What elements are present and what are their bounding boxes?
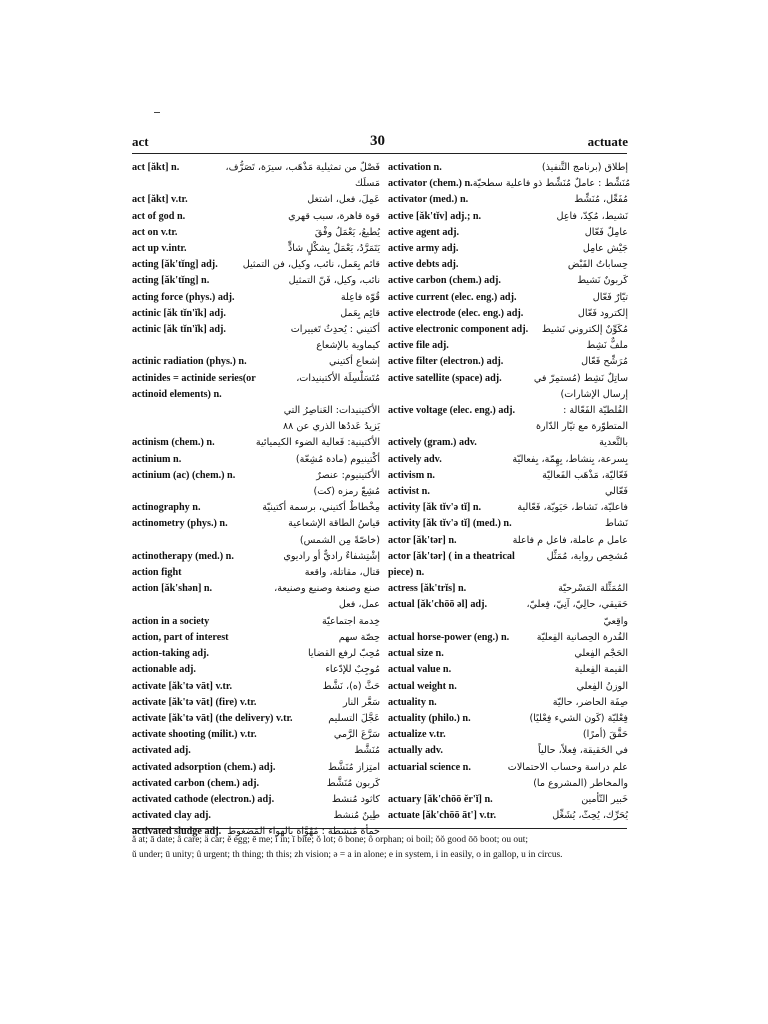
headword: acting force (phys.) adj. [132,291,235,303]
headword: actuary [ăk'chōō ĕr'ĭ] n. [388,793,493,805]
dictionary-entry [388,533,628,549]
headword: actionable adj. [132,664,196,676]
dictionary-entry [132,273,380,289]
footer-rule [132,828,627,829]
dictionary-entry [132,646,380,662]
arabic-definition: حَثَّ (ه)، نَشَّط [322,680,380,692]
headword: actinography n. [132,502,201,514]
dictionary-entry [388,743,628,759]
arabic-definition: صنع وصنعة وصنيع وصنيعة، [274,583,380,595]
headword: activist n. [388,486,430,498]
dictionary-entry [132,192,380,208]
arabic-definition: يُحَرِّك، يُحِثّ، يُشَغِّل [552,810,628,822]
arabic-definition: مُفَعِّل، مُنَشِّط [574,194,628,206]
arabic-definition: نَشاط [604,518,628,530]
dictionary-entry [132,727,380,743]
headword: actual horse-power (eng.) n. [388,631,510,643]
left-column [132,160,380,841]
arabic-definition: إشعاع أكتيني [329,356,380,368]
headword: actuality (philo.) n. [388,712,471,724]
dictionary-entry [132,711,380,727]
headword: act [ăkt] n. [132,162,180,173]
headword: active file adj. [388,340,449,352]
arabic-definition: طِينٌ مُنشط [333,810,380,822]
headword: actual size n. [388,648,444,660]
arabic-definition: أكتيني : يُحدِثُ تَغييرات [290,324,380,336]
headword: action, part of interest [132,631,229,643]
arabic-definition: مُحِبّ لرفع القضايا [307,648,380,660]
arabic-definition: مُشخِص رواية، مُمَثِّل [546,550,628,562]
dictionary-entry [388,452,628,468]
arabic-definition: قوة قاهرة، سبب قهري [288,210,380,222]
headword: activated sludge adj. [132,826,222,838]
dictionary-entry [388,209,628,225]
arabic-definition: كَربون مُنَشَّط [326,777,380,789]
headword: active current (elec. eng.) adj. [388,291,517,303]
dictionary-entry [132,662,380,678]
dictionary-entry [388,354,628,370]
arabic-definition: مُوجِبٌ للإدّعاء [325,664,380,676]
definition-continuation: يَزيدُ عَددُها الذري عن ٨٨ [283,421,380,433]
arabic-definition: قُوّة فاعِلة [340,291,380,303]
headword: activate [ăk'tə vāt] v.tr. [132,680,233,692]
arabic-definition: خِدمة اجتماعيّة [321,615,380,627]
headword: active voltage (elec. eng.) adj. [388,405,516,417]
dictionary-entry [388,808,628,824]
headword: activate [ăk'tə vāt] (fire) v.tr. [132,696,257,708]
dictionary-entry [388,500,628,516]
arabic-definition: بِسرعة، بِنشاط، بِهِمّة، بِفعاليّة [512,453,628,465]
dictionary-entry [388,322,628,338]
dictionary-entry [388,549,628,581]
dictionary-entry [132,630,380,646]
dictionary-entry [132,322,380,354]
right-column [388,160,631,824]
dictionary-entry [388,371,628,403]
headword: active electrode (elec. eng.) adj. [388,307,524,319]
pronunciation-key-line: ă at; ā date; â care; ä car; ĕ egg; ē me; ĭ in; ī bite; ŏ lot; ō bone; ô orphan; oi boil; ŏŏ good ōō boot; ou out; [132,835,528,845]
headword: act on v.tr. [132,226,178,238]
arabic-definition: فاعليّة، نَشاط، حَيَويّة، فَعّالية [517,502,628,514]
arabic-definition: كَربونٌ نَشيط [577,275,628,287]
headword: activator (chem.) n. [388,178,473,190]
dictionary-entry [388,468,628,484]
arabic-definition: المُمَثِّلة المَسْرحيّة [558,583,628,595]
page-number: 30 [370,133,385,149]
dictionary-entry [132,549,380,565]
arabic-definition: مُكَوِّنٌ إلكتروني نَشيط [541,324,628,336]
arabic-definition: يُطيعُ، يَعْمَلُ وفْقَ [314,226,380,238]
arabic-definition: حِساباتُ القَبْض [567,259,628,271]
headword: actinic [ăk tĭn'ĭk] adj. [132,307,226,319]
arabic-definition: حَمأة مُنشطة : مُهْوَّاة بالهواء المَضغوط [227,826,380,838]
headword: actively adv. [388,453,442,465]
arabic-definition: بالتَّعدية [599,437,628,449]
pronunciation-key [132,833,628,863]
dictionary-entry [132,354,380,370]
headword: activated adsorption (chem.) adj. [132,761,276,773]
arabic-definition: علم دراسة وحساب الاحتمالات [507,761,628,773]
dictionary-entry [388,679,628,695]
headword: activate shooting (milit.) v.tr. [132,729,257,741]
arabic-definition: سَرَّعَ الرَّمي [333,729,380,741]
dictionary-entry [132,808,380,824]
dictionary-entry [132,743,380,759]
dictionary-entry [388,403,628,435]
headword: actress [ăk'trĭs] n. [388,583,467,595]
definition-continuation: إرسال الإشارات) [560,388,628,400]
arabic-definition: امتِزاز مُنَشَّط [327,761,380,773]
headword: activated carbon (chem.) adj. [132,777,260,789]
arabic-definition: قائِم بِعَمل [340,307,380,319]
headword: actinides = actinide series(or [132,372,256,384]
headword: activated adj. [132,745,191,757]
dictionary-entry [132,209,380,225]
dictionary-entry [132,468,380,500]
arabic-definition: ملفٌّ نَشِط [586,340,628,352]
dictionary-entry [388,597,628,629]
headword: active carbon (chem.) adj. [388,275,501,287]
definition-continuation: والمخاطر (المشروع ما) [533,777,628,789]
dictionary-entry [388,160,628,176]
dictionary-entry [388,516,628,532]
definition-continuation: عمل، فعل [338,599,380,611]
dictionary-entry [388,695,628,711]
headword: active army adj. [388,243,459,255]
arabic-definition: ساتِلٌ نَشِط (مُستمِرّ في [533,372,628,384]
headword: activation n. [388,162,442,173]
dictionary-entry [132,581,380,613]
headword: actively (gram.) adv. [388,437,477,449]
headword: act of god n. [132,210,186,222]
headword: actuality n. [388,696,437,708]
arabic-definition: إشْتِشفاءٌ راديٌّ أو راديوي [283,550,380,562]
definition-continuation: الأكتينيدات: العَناصِرُ التي [283,405,380,417]
arabic-definition: فَصْلٌ من تمثيلية مَذْهَب، سيرَة، تَصَرُّف، [225,162,380,173]
pronunciation-key-line: ŭ under; ū unity; û urgent; th thing; th this; zh vision; ə = a in alone; e in system, i in easily, o in gallop, u in circus. [132,850,563,860]
arabic-definition: يَتَمَرَّدُ، يَعْمَلُ بِشكْلٍ شاذٍّ [287,243,380,255]
headword: action-taking adj. [132,648,209,660]
headword: active debts adj. [388,259,459,271]
headword: action fight [132,567,182,579]
headword-continuation: actinoid elements) n. [132,388,222,400]
arabic-definition: في الحَقيقة، فِعلاً، حالياً [538,745,628,757]
headword: actinic [ăk tĭn'ĭk] adj. [132,324,226,336]
headword: actinium n. [132,453,182,465]
dictionary-entry [132,225,380,241]
scan-mark [154,112,160,113]
arabic-definition: الأكتينية: فَعالية الضوء الكيميائية [255,437,380,449]
dictionary-entry [388,646,628,662]
arabic-definition: مُرَشِّح فَعّال [581,356,628,368]
arabic-definition: فِعْليّة (كَون الشيء فِعْليًا) [529,712,628,724]
arabic-definition: مُنَشِّط : عاملٌ مُنَشِّط ذو فاعلية سطحيّة [472,178,631,190]
dictionary-entry [132,452,380,468]
headword: actinotherapy (med.) n. [132,550,234,562]
arabic-definition: مُنَشَّط [354,745,380,757]
headword: actinism (chem.) n. [132,437,215,449]
definition-continuation: مُشِعّ رمزه (كت) [313,486,380,498]
headword: actuarial science n. [388,761,471,773]
arabic-definition: كاثود مُنشط [331,793,380,805]
definition-continuation: واقِعيّ [603,615,628,627]
headword: actinium (ac) (chem.) n. [132,469,236,481]
arabic-definition: إلكترود فَعّال [577,307,628,319]
headword: activity [ăk tĭv'ə tĭ] n. [388,502,482,514]
headword: actinometry (phys.) n. [132,518,228,530]
arabic-definition: الأكتينيوم: عنصرٌ [316,469,380,481]
definition-continuation: (خاصّةً مِن الشمس) [299,534,380,546]
dictionary-entry [132,695,380,711]
header-rule [132,153,627,154]
dictionary-entry [388,435,628,451]
arabic-definition: القُدرة الحِصانية الفِعليّة [536,631,628,643]
arabic-definition: عَمِلَ، فعل، اشتغل [307,194,380,206]
dictionary-entry [388,792,628,808]
headword: actual weight n. [388,680,457,692]
dictionary-entry [132,306,380,322]
arabic-definition: خَبير التّأمين [581,793,628,805]
headword: actually adv. [388,745,443,757]
headword: activate [ăk'tə vāt] (the delivery) v.tr. [132,712,293,724]
dictionary-entry [388,662,628,678]
arabic-definition: عامِلٌ فَعّال [584,226,628,238]
headword: activity [ăk tĭv'ə tĭ] (med.) n. [388,518,512,530]
arabic-definition: صِفَة الحاضر، حاليّة [552,696,628,708]
dictionary-entry [132,500,380,516]
dictionary-entry [388,225,628,241]
headword: actor [ăk'tər] n. [388,534,457,546]
headword: action in a society [132,615,210,627]
dictionary-entry [132,679,380,695]
dictionary-entry [132,257,380,273]
dictionary-entry [132,516,380,548]
arabic-definition: فَعّاليّة، مَذْهَب الفَعاليّة [542,469,628,481]
dictionary-entry [132,371,380,436]
headword: active filter (electron.) adj. [388,356,504,368]
arabic-definition: حِصّة سهم [338,631,380,643]
arabic-definition: الفُلطيّة الفَعّالة : [563,405,628,417]
arabic-definition: عَجَّلَ التسليم [328,712,380,724]
arabic-definition: القيمة الفِعلية [574,664,628,676]
headword: actual value n. [388,664,452,676]
arabic-definition: الوزنُ الفِعلي [576,680,628,692]
dictionary-entry [132,565,380,581]
headword: active [ăk'tĭv] adj.; n. [388,210,482,222]
definition-continuation: مَسلَك [355,178,380,190]
dictionary-entry [388,176,631,192]
arabic-definition: فَعّالي [604,486,628,498]
arabic-definition: حَقيقي، حالِيّ، آنِيّ، فِعليّ، [526,599,628,611]
arabic-definition: عامل م عاملة، فاعل م فاعلة [512,534,628,546]
dictionary-entry [132,435,380,451]
dictionary-entry [388,484,628,500]
headword-continuation: piece) n. [388,567,425,579]
dictionary-entry [132,290,380,306]
dictionary-entry [388,257,628,273]
dictionary-entry [388,760,628,792]
definition-continuation: المتطوّرة مع تيّار الدّارة [536,421,628,433]
definition-continuation: كيماوية بالإشعاع [316,340,380,352]
headword: actual [ăk'chōō əl] adj. [388,599,488,611]
arabic-definition: مُتَسَلْسِلَة الأكتينيدات، [296,372,380,384]
arabic-definition: الحَجْم الفِعلي [574,648,628,660]
arabic-definition: نائب، وكيل، فَنّ التمثيل [288,275,380,287]
headword: acting [ăk'tĭng] n. [132,275,210,287]
dictionary-entry [132,776,380,792]
dictionary-entry [388,338,628,354]
headword: activated cathode (electron.) adj. [132,793,275,805]
dictionary-entry [388,306,628,322]
guide-word-right: actuate [587,134,628,149]
guide-word-left: act [132,134,149,149]
dictionary-entry [388,273,628,289]
dictionary-entry [388,241,628,257]
arabic-definition: جَيْش عامِل [582,243,628,255]
headword: active electronic component adj. [388,324,529,336]
headword: activated clay adj. [132,810,211,822]
dictionary-entry [388,581,628,597]
dictionary-entry [388,630,628,646]
arabic-definition: إطلاق (برنامج التَّنفيذ) [541,162,628,173]
dictionary-entry [388,290,628,306]
arabic-definition: أكْتينيوم (مادة مُشِعّة) [295,453,380,465]
arabic-definition: قائم بِعَمل، نائب، وكيل، فن التمثيل [242,259,380,271]
headword: acting [ăk'tĭng] adj. [132,259,218,271]
headword: act [ăkt] v.tr. [132,194,188,206]
dictionary-entry [132,614,380,630]
headword: active satellite (space) adj. [388,372,502,384]
headword: actuate [ăk'chōō āt'] v.tr. [388,810,496,822]
dictionary-entry [132,241,380,257]
arabic-definition: نَشيط، مُكِدّ، فاعِل [556,210,628,222]
arabic-definition: مِخْطاطٌ أكتيني، برسمة أكتينيّة [262,502,380,514]
dictionary-entry [388,192,628,208]
headword: activator (med.) n. [388,194,469,206]
arabic-definition: تيّارٌ فَعّال [592,291,628,303]
headword: active agent adj. [388,226,460,238]
headword: actinic radiation (phys.) n. [132,356,247,368]
arabic-definition: سَعَّر النار [342,696,380,708]
dictionary-entry [132,160,380,192]
arabic-definition: قتال، مقاتلة، واقعة [304,567,380,579]
dictionary-entry [132,792,380,808]
headword: act up v.intr. [132,243,187,255]
dictionary-entry [132,760,380,776]
dictionary-entry [388,711,628,727]
headword: action [ăk'shən] n. [132,583,213,595]
arabic-definition: قياسُ الطاقة الإشعاعية [288,518,380,530]
dictionary-entry [388,727,628,743]
headword: activism n. [388,469,435,481]
arabic-definition: حَقَّقَ (أمرًا) [582,729,628,741]
headword: actualize v.tr. [388,729,446,741]
headword: actor [ăk'tər] ( in a theatrical [388,550,515,562]
